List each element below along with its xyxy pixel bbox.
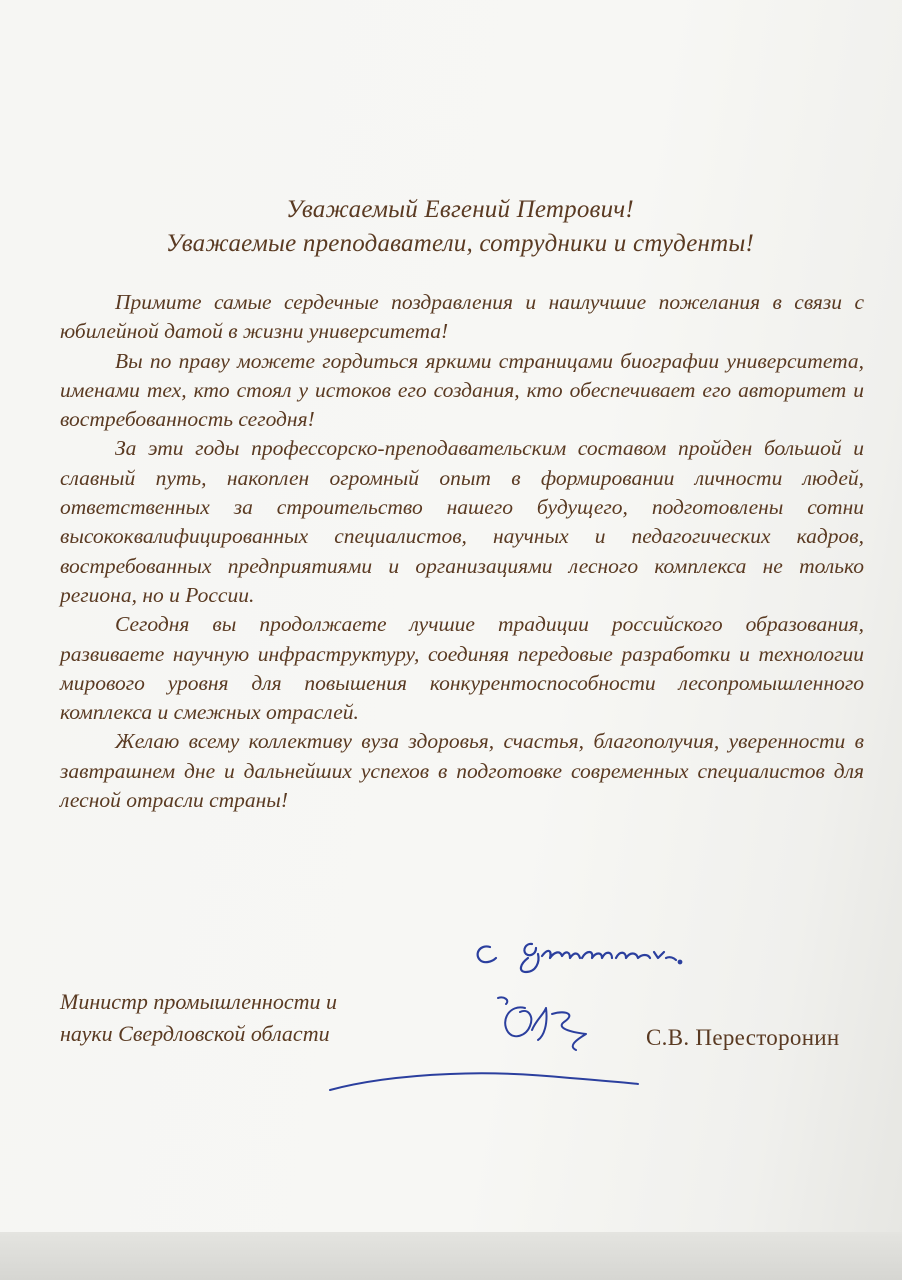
position-line-2: науки Свердловской области bbox=[60, 1021, 330, 1046]
greeting-line-2: Уважаемые преподаватели, сотрудники и студенты! bbox=[165, 230, 755, 257]
handwritten-note bbox=[470, 930, 700, 980]
greeting-line-1: Уважаемый Евгений Петрович! bbox=[286, 196, 634, 223]
paragraph-2: Вы по праву можете гордиться яркими страницами биографии университета, именами тех, кто стоял у истоков его создания, кто обеспечивает его авторитет и востребованность сегодня! bbox=[60, 348, 864, 432]
page-edge bbox=[0, 1232, 902, 1280]
paragraph-3: За эти годы профессорско-преподавательским составом пройден большой и славный путь, накоплен огромный опыт в формировании личности людей, ответственных за строительство нашего будущего, подготовлены сотни высококвалифицированных специалистов, научных и педагогических кадров, востребованных предприятиями и организациями лесного комплекса не только региона, но и России. bbox=[60, 436, 864, 607]
handwritten-note-strokes bbox=[470, 930, 700, 980]
position-line-1: Министр промышленности и bbox=[60, 989, 337, 1014]
letter-body bbox=[60, 288, 864, 815]
paragraph-4: Сегодня вы продолжаете лучшие традиции российского образования, развиваете научную инфраструктуру, соединяя передовые разработки и технологии мирового уровня для повышения конкурентоспособности лесопромышленного комплекса и смежных отраслей. bbox=[60, 612, 864, 725]
paragraph-1: Примите самые сердечные поздравления и наилучшие пожелания в связи с юбилейной датой в жизни университета! bbox=[60, 290, 864, 344]
signature bbox=[320, 990, 640, 1100]
paragraph-5: Желаю всему коллективу вуза здоровья, счастья, благополучия, уверенности в завтрашнем дне и дальнейших успехов в подготовке современных специалистов для лесной отрасли страны! bbox=[60, 729, 864, 813]
signatory-name: С.В. Пересторонин bbox=[646, 1025, 840, 1050]
